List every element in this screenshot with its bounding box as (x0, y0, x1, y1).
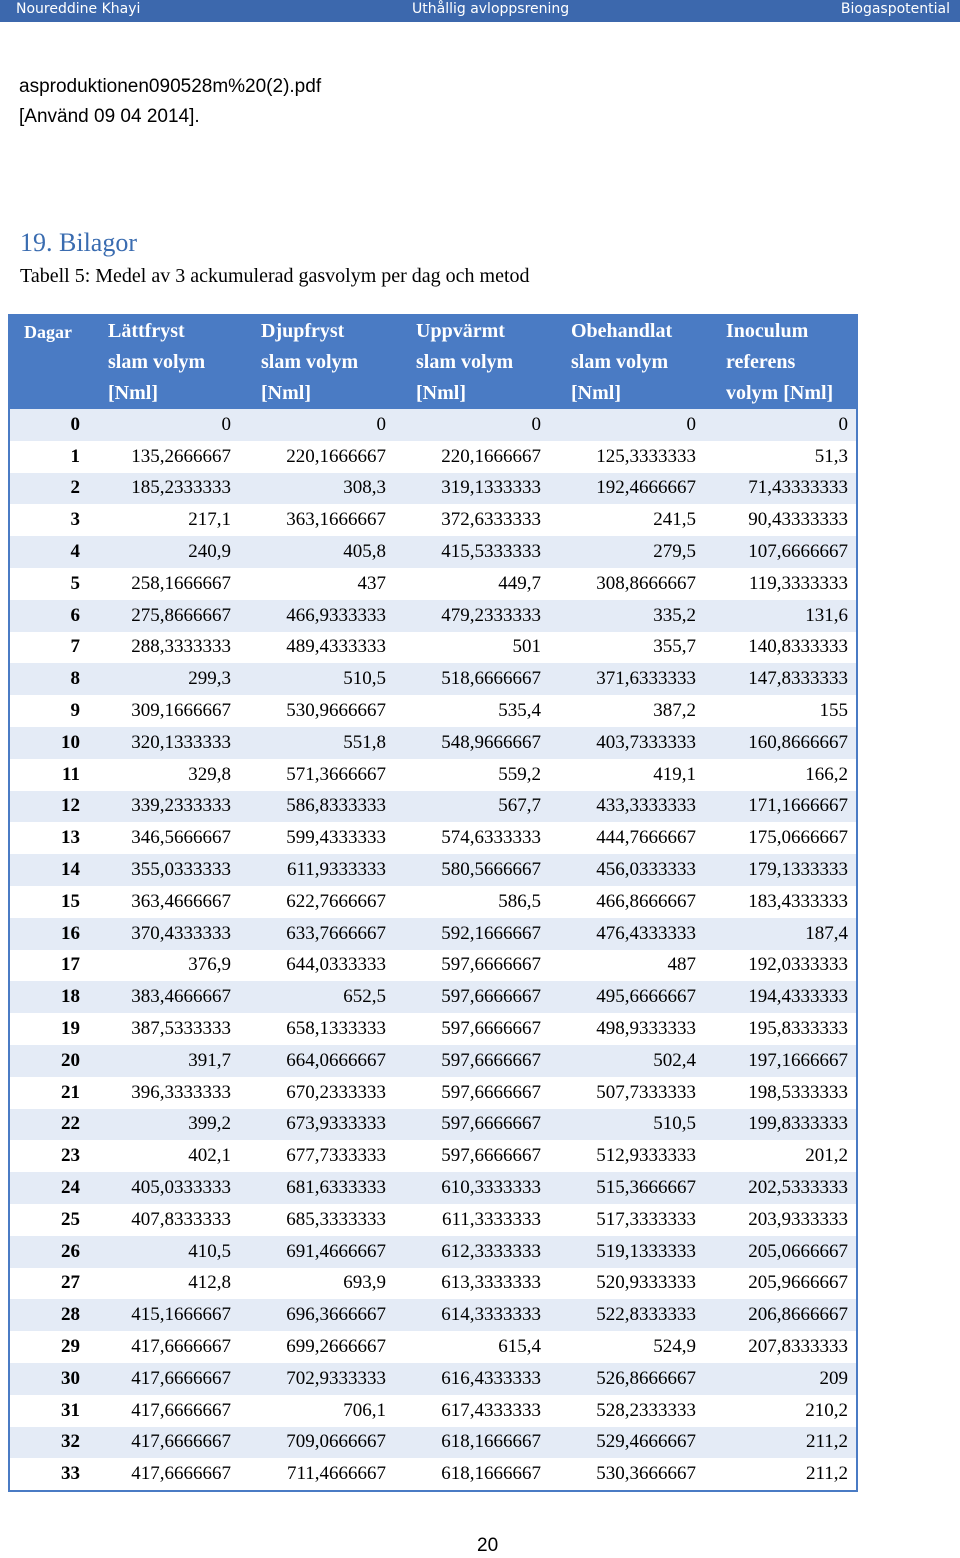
day-cell: 8 (70, 668, 80, 690)
value-cell: 599,4333333 (286, 827, 386, 849)
value-cell: 658,1333333 (286, 1018, 386, 1040)
value-cell: 363,4666667 (131, 890, 231, 912)
table-row (8, 981, 858, 1013)
day-cell: 12 (61, 795, 80, 817)
header-line: slam volym (108, 351, 206, 373)
value-cell: 586,8333333 (286, 795, 386, 817)
table-row (8, 1458, 858, 1490)
table-row (8, 1395, 858, 1427)
value-cell: 673,9333333 (286, 1113, 386, 1135)
value-cell: 155 (819, 700, 848, 722)
value-cell: 160,8666667 (748, 731, 848, 753)
value-cell: 203,9333333 (748, 1208, 848, 1230)
table-row (8, 1268, 858, 1300)
value-cell: 415,5333333 (441, 541, 541, 563)
value-cell: 551,8 (343, 731, 386, 753)
day-cell: 10 (61, 731, 80, 753)
value-cell: 417,6666667 (131, 1463, 231, 1485)
table-header-row (8, 314, 858, 409)
value-cell: 201,2 (805, 1145, 848, 1167)
table-row (8, 1427, 858, 1459)
value-cell: 530,3666667 (596, 1463, 696, 1485)
value-cell: 696,3666667 (286, 1304, 386, 1326)
value-cell: 183,4333333 (748, 890, 848, 912)
value-cell: 405,0333333 (131, 1177, 231, 1199)
header-cell (241, 314, 396, 409)
value-cell: 417,6666667 (131, 1399, 231, 1421)
value-cell: 617,4333333 (441, 1399, 541, 1421)
header-cell (396, 314, 551, 409)
value-cell: 571,3666667 (286, 763, 386, 785)
value-cell: 166,2 (805, 763, 848, 785)
header-line: volym [Nml] (726, 382, 834, 404)
value-cell: 691,4666667 (286, 1240, 386, 1262)
value-cell: 530,9666667 (286, 700, 386, 722)
day-cell: 25 (61, 1208, 80, 1230)
value-cell: 210,2 (805, 1399, 848, 1421)
header-cell (706, 314, 858, 409)
value-cell: 518,6666667 (441, 668, 541, 690)
day-cell: 13 (61, 827, 80, 849)
reference-accessed: [Använd 09 04 2014]. (19, 106, 200, 127)
day-cell: 18 (61, 986, 80, 1008)
table-row (8, 441, 858, 473)
table-body (8, 409, 858, 1490)
value-cell: 706,1 (343, 1399, 386, 1421)
value-cell: 147,8333333 (748, 668, 848, 690)
value-cell: 419,1 (653, 763, 696, 785)
table-row (8, 1204, 858, 1236)
value-cell: 71,43333333 (748, 477, 848, 499)
day-cell: 20 (61, 1049, 80, 1071)
value-cell: 205,9666667 (748, 1272, 848, 1294)
table-row (8, 950, 858, 982)
value-cell: 512,9333333 (596, 1145, 696, 1167)
value-cell: 355,7 (653, 636, 696, 658)
value-cell: 501 (512, 636, 541, 658)
value-cell: 466,8666667 (596, 890, 696, 912)
value-cell: 319,1333333 (441, 477, 541, 499)
day-cell: 2 (70, 477, 80, 499)
value-cell: 417,6666667 (131, 1336, 231, 1357)
value-cell: 0 (838, 413, 848, 435)
header-line: Obehandlat (571, 320, 673, 342)
value-cell: 372,6333333 (441, 509, 541, 531)
table-row (8, 1109, 858, 1141)
table-row (8, 1077, 858, 1109)
value-cell: 487 (667, 954, 696, 976)
day-cell: 30 (61, 1367, 80, 1389)
table-row (8, 854, 858, 886)
value-cell: 387,2 (653, 700, 696, 722)
value-cell: 711,4666667 (286, 1463, 386, 1485)
day-cell: 17 (61, 954, 80, 976)
value-cell: 597,6666667 (441, 1145, 541, 1167)
value-cell: 613,3333333 (441, 1272, 541, 1294)
table-row (8, 1236, 858, 1268)
value-cell: 206,8666667 (748, 1304, 848, 1326)
value-cell: 198,5333333 (748, 1081, 848, 1103)
value-cell: 559,2 (498, 763, 541, 785)
value-cell: 476,4333333 (596, 922, 696, 944)
day-cell: 0 (70, 413, 80, 435)
day-cell: 24 (61, 1177, 80, 1199)
value-cell: 329,8 (188, 763, 231, 785)
value-cell: 179,1333333 (748, 859, 848, 881)
value-cell: 466,9333333 (286, 604, 386, 626)
value-cell: 444,7666667 (596, 827, 696, 849)
value-cell: 529,4666667 (596, 1431, 696, 1453)
value-cell: 207,8333333 (748, 1336, 848, 1357)
day-cell: 7 (70, 636, 80, 658)
value-cell: 610,3333333 (441, 1177, 541, 1199)
value-cell: 597,6666667 (441, 1018, 541, 1040)
value-cell: 125,3333333 (596, 445, 696, 467)
value-cell: 90,43333333 (748, 509, 848, 531)
value-cell: 702,9333333 (286, 1367, 386, 1389)
value-cell: 0 (221, 413, 231, 435)
value-cell: 510,5 (653, 1113, 696, 1135)
value-cell: 402,1 (188, 1145, 231, 1167)
value-cell: 510,5 (343, 668, 386, 690)
value-cell: 135,2666667 (131, 445, 231, 467)
value-cell: 405,8 (343, 541, 386, 563)
value-cell: 449,7 (498, 572, 541, 594)
table-row (8, 409, 858, 441)
value-cell: 597,6666667 (441, 1113, 541, 1135)
value-cell: 520,9333333 (596, 1272, 696, 1294)
value-cell: 376,9 (188, 954, 231, 976)
table-row (8, 1331, 858, 1363)
value-cell: 0 (531, 413, 541, 435)
page-number: 20 (477, 1535, 499, 1556)
table-row (8, 536, 858, 568)
value-cell: 677,7333333 (286, 1145, 386, 1167)
value-cell: 209 (819, 1367, 848, 1389)
value-cell: 410,5 (188, 1240, 231, 1262)
value-cell: 618,1666667 (441, 1431, 541, 1453)
value-cell: 187,4 (805, 922, 848, 944)
value-cell: 528,2333333 (596, 1399, 696, 1421)
table-row (8, 663, 858, 695)
header-line: Inoculum (726, 320, 809, 342)
value-cell: 502,4 (653, 1049, 696, 1071)
value-cell: 299,3 (188, 668, 231, 690)
value-cell: 417,6666667 (131, 1367, 231, 1389)
value-cell: 211,2 (805, 1431, 848, 1453)
header-line: slam volym (261, 351, 359, 373)
value-cell: 574,6333333 (441, 827, 541, 849)
value-cell: 335,2 (653, 604, 696, 626)
value-cell: 612,3333333 (441, 1240, 541, 1262)
value-cell: 396,3333333 (131, 1081, 231, 1103)
value-cell: 622,7666667 (286, 890, 386, 912)
value-cell: 489,4333333 (286, 636, 386, 658)
value-cell: 211,2 (805, 1463, 848, 1485)
table-row (8, 727, 858, 759)
value-cell: 567,7 (498, 795, 541, 817)
header-line: [Nml] (108, 382, 158, 404)
day-cell: 15 (61, 890, 80, 912)
value-cell: 670,2333333 (286, 1081, 386, 1103)
value-cell: 433,3333333 (596, 795, 696, 817)
value-cell: 194,4333333 (748, 986, 848, 1008)
value-cell: 220,1666667 (441, 445, 541, 467)
table-row (8, 1299, 858, 1331)
header-line: Djupfryst (261, 320, 345, 342)
value-cell: 320,1333333 (131, 731, 231, 753)
value-cell: 535,4 (498, 700, 541, 722)
value-cell: 288,3333333 (131, 636, 231, 658)
day-cell: 26 (61, 1240, 80, 1262)
day-cell: 32 (61, 1431, 80, 1453)
header-line: [Nml] (261, 382, 311, 404)
value-cell: 633,7666667 (286, 922, 386, 944)
header-section: Biogaspotential (840, 1, 950, 17)
value-cell: 498,9333333 (596, 1018, 696, 1040)
day-cell: 11 (62, 763, 80, 785)
day-cell: 27 (61, 1272, 80, 1294)
value-cell: 611,9333333 (286, 859, 386, 881)
day-cell: 28 (61, 1304, 80, 1326)
day-cell: 21 (61, 1081, 80, 1103)
value-cell: 618,1666667 (441, 1463, 541, 1485)
value-cell: 592,1666667 (441, 922, 541, 944)
value-cell: 185,2333333 (131, 477, 231, 499)
reference-url: asproduktionen090528m%20(2).pdf (19, 76, 322, 97)
header-line: [Nml] (416, 382, 466, 404)
day-cell: 16 (61, 922, 80, 944)
table-row (8, 918, 858, 950)
value-cell: 275,8666667 (131, 604, 231, 626)
value-cell: 479,2333333 (441, 604, 541, 626)
value-cell: 614,3333333 (441, 1304, 541, 1326)
value-cell: 371,6333333 (596, 668, 696, 690)
table-row (8, 1045, 858, 1077)
value-cell: 339,2333333 (131, 795, 231, 817)
table-row (8, 886, 858, 918)
value-cell: 522,8333333 (596, 1304, 696, 1326)
header-line: [Nml] (571, 382, 621, 404)
table-row (8, 568, 858, 600)
value-cell: 597,6666667 (441, 954, 541, 976)
value-cell: 615,4 (498, 1336, 541, 1357)
value-cell: 308,8666667 (596, 572, 696, 594)
value-cell: 171,1666667 (748, 795, 848, 817)
gas-volume-table (8, 314, 858, 1490)
day-cell: 22 (61, 1113, 80, 1135)
section-title: 19. Bilagor (20, 228, 137, 257)
day-cell: 19 (61, 1018, 80, 1040)
table-row (8, 791, 858, 823)
value-cell: 195,8333333 (748, 1018, 848, 1040)
header-title: Uthållig avloppsrening (412, 1, 570, 17)
value-cell: 217,1 (188, 509, 231, 531)
header-line: Uppvärmt (416, 320, 505, 342)
day-cell: 14 (61, 859, 80, 881)
table-row (8, 1172, 858, 1204)
value-cell: 308,3 (343, 477, 386, 499)
table-row (8, 1013, 858, 1045)
day-cell: 5 (70, 572, 80, 594)
day-cell: 3 (70, 509, 80, 531)
value-cell: 616,4333333 (441, 1367, 541, 1389)
value-cell: 192,0333333 (748, 954, 848, 976)
day-cell: 31 (61, 1399, 80, 1421)
table-row (8, 600, 858, 632)
header-cell (551, 314, 706, 409)
value-cell: 681,6333333 (286, 1177, 386, 1199)
day-cell: 29 (61, 1336, 80, 1357)
header-line: Lättfryst (108, 320, 185, 342)
value-cell: 586,5 (498, 890, 541, 912)
value-cell: 391,7 (188, 1049, 231, 1071)
header-line: referens (726, 351, 796, 373)
header-cell (88, 314, 241, 409)
value-cell: 205,0666667 (748, 1240, 848, 1262)
value-cell: 131,6 (805, 604, 848, 626)
value-cell: 119,3333333 (748, 572, 848, 594)
value-cell: 652,5 (343, 986, 386, 1008)
value-cell: 0 (376, 413, 386, 435)
table-caption: Tabell 5: Medel av 3 ackumulerad gasvolym per dag och metod (20, 265, 530, 287)
header-author: Noureddine Khayi (16, 1, 141, 17)
header-line: slam volym (571, 351, 669, 373)
day-cell: 6 (70, 604, 80, 626)
day-cell: 1 (70, 445, 80, 467)
table-row (8, 1140, 858, 1172)
value-cell: 456,0333333 (596, 859, 696, 881)
value-cell: 597,6666667 (441, 986, 541, 1008)
value-cell: 597,6666667 (441, 1081, 541, 1103)
value-cell: 240,9 (188, 541, 231, 563)
value-cell: 548,9666667 (441, 731, 541, 753)
value-cell: 597,6666667 (441, 1049, 541, 1071)
value-cell: 693,9 (343, 1272, 386, 1294)
table-row (8, 632, 858, 664)
value-cell: 279,5 (653, 541, 696, 563)
table-row (8, 1363, 858, 1395)
value-cell: 407,8333333 (131, 1208, 231, 1230)
table-row (8, 504, 858, 536)
value-cell: 355,0333333 (131, 859, 231, 881)
value-cell: 685,3333333 (286, 1208, 386, 1230)
table-row (8, 695, 858, 727)
value-cell: 0 (686, 413, 696, 435)
value-cell: 524,9 (653, 1336, 696, 1357)
value-cell: 515,3666667 (596, 1177, 696, 1199)
value-cell: 437 (357, 572, 386, 594)
value-cell: 107,6666667 (748, 541, 848, 563)
header-cell-dagar (8, 314, 88, 409)
value-cell: 197,1666667 (748, 1049, 848, 1071)
value-cell: 403,7333333 (596, 731, 696, 753)
header-line: slam volym (416, 351, 514, 373)
value-cell: 370,4333333 (131, 922, 231, 944)
value-cell: 140,8333333 (748, 636, 848, 658)
value-cell: 258,1666667 (131, 572, 231, 594)
value-cell: 417,6666667 (131, 1431, 231, 1453)
value-cell: 387,5333333 (131, 1018, 231, 1040)
value-cell: 412,8 (188, 1272, 231, 1294)
value-cell: 202,5333333 (748, 1177, 848, 1199)
value-cell: 199,8333333 (748, 1113, 848, 1135)
value-cell: 51,3 (814, 445, 848, 467)
table-row (8, 822, 858, 854)
day-cell: 4 (70, 541, 80, 563)
value-cell: 363,1666667 (286, 509, 386, 531)
value-cell: 346,5666667 (131, 827, 231, 849)
running-header (0, 0, 960, 22)
value-cell: 664,0666667 (286, 1049, 386, 1071)
value-cell: 495,6666667 (596, 986, 696, 1008)
value-cell: 526,8666667 (596, 1367, 696, 1389)
value-cell: 519,1333333 (596, 1240, 696, 1262)
value-cell: 507,7333333 (596, 1081, 696, 1103)
value-cell: 517,3333333 (596, 1208, 696, 1230)
table-row (8, 473, 858, 505)
value-cell: 192,4666667 (596, 477, 696, 499)
value-cell: 309,1666667 (131, 700, 231, 722)
day-cell: 33 (61, 1463, 80, 1485)
value-cell: 699,2666667 (286, 1336, 386, 1357)
value-cell: 709,0666667 (286, 1431, 386, 1453)
value-cell: 580,5666667 (441, 859, 541, 881)
header-line: Dagar (24, 322, 72, 342)
table-row (8, 759, 858, 791)
day-cell: 23 (61, 1145, 80, 1167)
value-cell: 415,1666667 (131, 1304, 231, 1326)
value-cell: 644,0333333 (286, 954, 386, 976)
day-cell: 9 (70, 700, 80, 722)
value-cell: 399,2 (188, 1113, 231, 1135)
value-cell: 175,0666667 (748, 827, 848, 849)
value-cell: 241,5 (653, 509, 696, 531)
value-cell: 611,3333333 (441, 1208, 541, 1230)
value-cell: 220,1666667 (286, 445, 386, 467)
value-cell: 383,4666667 (131, 986, 231, 1008)
